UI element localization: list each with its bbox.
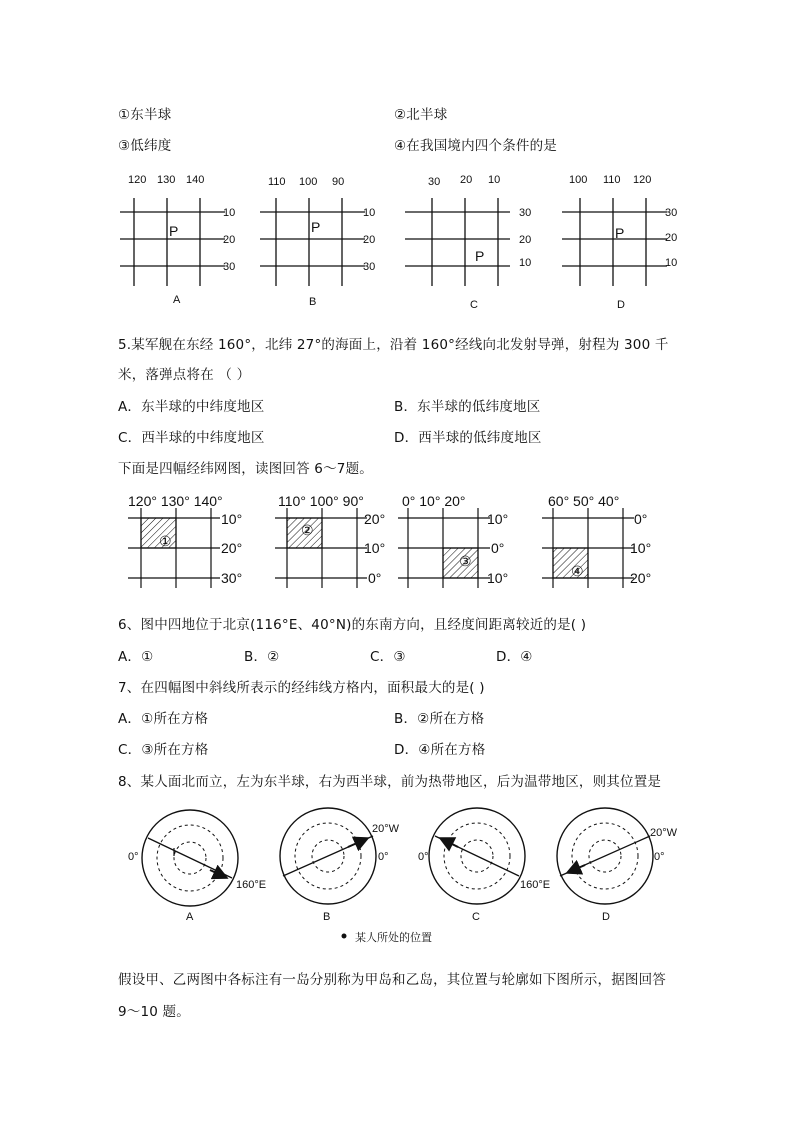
q7-option-a: A．①所在方格 bbox=[118, 711, 209, 727]
grid-a-lon-1: 120 bbox=[128, 174, 147, 186]
polar-c-caption: C bbox=[472, 911, 480, 923]
q5-option-c: C．西半球的中纬度地区 bbox=[118, 430, 265, 446]
grid2-3-mark: ③ bbox=[459, 553, 472, 569]
grid-b-lat-1: 10 bbox=[363, 207, 376, 219]
polar-d-caption: D bbox=[602, 911, 610, 923]
grid-d-lon-2: 110 bbox=[603, 174, 621, 186]
polar-d-right: 0° bbox=[654, 851, 665, 863]
polar-a-left: 0° bbox=[128, 851, 139, 863]
q6-option-c: C．③ bbox=[370, 649, 406, 665]
grid2-2-lat-3: 0° bbox=[368, 570, 382, 586]
grid2-4-lat-1: 0° bbox=[634, 511, 648, 527]
option-4: ④在我国境内四个条件的是 bbox=[394, 138, 558, 154]
grid-a-lat-2: 20 bbox=[223, 234, 236, 246]
grid-d-lat-2: 20 bbox=[665, 232, 678, 244]
grid2-2-lat-1: 20° bbox=[364, 511, 386, 527]
grid-a-lat-3: 30 bbox=[223, 261, 236, 273]
grid2-3-lat-1: 10° bbox=[487, 511, 509, 527]
grid-figures-set1 bbox=[110, 168, 710, 313]
grid-a-lat-1: 10 bbox=[223, 207, 236, 219]
polar-a-caption: A bbox=[186, 911, 194, 923]
grid-b-lon-2: 100 bbox=[299, 176, 318, 188]
grid-b-lat-3: 30 bbox=[363, 261, 376, 273]
q6-option-a: A．① bbox=[118, 649, 154, 665]
q5-stem-line1: 5.某军舰在东经 160°，北纬 27°的海面上，沿着 160°经线向北发射导弹，射程为 300 千 bbox=[118, 337, 669, 353]
grid-c-lon-3: 10 bbox=[488, 174, 501, 186]
grid-d-lat-3: 10 bbox=[665, 257, 678, 269]
q6-option-d: D．④ bbox=[496, 649, 533, 665]
polar-b-top-right: 20°W bbox=[372, 823, 400, 835]
grid2-2-lon-labels: 110° 100° 90° bbox=[278, 493, 364, 509]
grid2-4-lat-3: 20° bbox=[630, 570, 652, 586]
q6-stem: 6、图中四地位于北京(116°E、40°N)的东南方向，且经度间距离较近的是( ) bbox=[118, 617, 587, 633]
option-3: ③低纬度 bbox=[118, 138, 172, 154]
grid-a-caption: A bbox=[173, 294, 181, 306]
grid2-3-lon-labels: 0° 10° 20° bbox=[402, 493, 466, 509]
grid2-4-lat-2: 10° bbox=[630, 540, 652, 556]
grid-b-lon-1: 110 bbox=[268, 176, 286, 188]
polar-b-right: 0° bbox=[378, 851, 389, 863]
q5-option-b: B．东半球的低纬度地区 bbox=[394, 399, 541, 415]
q7-option-d: D．④所在方格 bbox=[394, 742, 486, 758]
q6-option-b: B．② bbox=[244, 649, 280, 665]
grid2-1-lat-1: 10° bbox=[221, 511, 243, 527]
q5-option-d: D．西半球的低纬度地区 bbox=[394, 430, 542, 446]
q7-stem: 7、在四幅图中斜线所表示的经纬线方格内，面积最大的是( ) bbox=[118, 680, 485, 696]
q7-option-b: B．②所在方格 bbox=[394, 711, 485, 727]
grid2-2-lat-2: 10° bbox=[364, 540, 386, 556]
grid-b-lat-2: 20 bbox=[363, 234, 376, 246]
grid-c-point: P bbox=[475, 248, 485, 264]
polar-a-right: 160°E bbox=[236, 879, 267, 891]
grid2-4-lon-labels: 60° 50° 40° bbox=[548, 493, 620, 509]
grid2-1-mark: ① bbox=[159, 533, 172, 549]
grid-d-lat-1: 30 bbox=[665, 207, 678, 219]
grid2-1-lat-2: 20° bbox=[221, 540, 243, 556]
grid-c-lat-3: 10 bbox=[519, 257, 532, 269]
grid-d-lon-3: 120 bbox=[633, 174, 652, 186]
polar-figures bbox=[120, 798, 710, 953]
grid-c-lat-2: 20 bbox=[519, 234, 532, 246]
grid-b-caption: B bbox=[309, 296, 317, 308]
grid2-2-mark: ② bbox=[301, 522, 314, 538]
grid2-4-mark: ④ bbox=[571, 563, 584, 579]
option-1: ①东半球 bbox=[118, 107, 172, 123]
grid-d-caption: D bbox=[617, 299, 625, 311]
grid-a-point: P bbox=[169, 223, 179, 239]
grid-b-lon-3: 90 bbox=[332, 176, 345, 188]
polar-d-top-right: 20°W bbox=[650, 827, 678, 839]
grid-a-lon-3: 140 bbox=[186, 174, 205, 186]
grid-c-lat-1: 30 bbox=[519, 207, 532, 219]
grid-a-lon-2: 130 bbox=[157, 174, 176, 186]
grid-c-lon-2: 20 bbox=[460, 174, 473, 186]
intro-q9-10-line2: 9～10 题。 bbox=[118, 1004, 190, 1020]
intro-q9-10-line1: 假设甲、乙两图中各标注有一岛分别称为甲岛和乙岛，其位置与轮廓如下图所示，据图回答 bbox=[118, 972, 666, 988]
grid-c-caption: C bbox=[470, 299, 478, 311]
grid-b-point: P bbox=[311, 219, 321, 235]
grid2-3-lat-2: 0° bbox=[491, 540, 505, 556]
intro-q6-7: 下面是四幅经纬网图，读图回答 6～7题。 bbox=[118, 461, 373, 477]
grid-d-lon-1: 100 bbox=[569, 174, 588, 186]
polar-legend: 某人所处的位置 bbox=[355, 932, 432, 944]
grid2-1-lat-3: 30° bbox=[221, 570, 243, 586]
legend-dot-icon bbox=[342, 934, 347, 939]
grid2-1-lon-labels: 120° 130° 140° bbox=[128, 493, 223, 509]
q5-option-a: A．东半球的中纬度地区 bbox=[118, 399, 265, 415]
q7-option-c: C．③所在方格 bbox=[118, 742, 209, 758]
q8-stem: 8、某人面北而立，左为东半球，右为西半球，前为热带地区，后为温带地区，则其位置是 bbox=[118, 774, 662, 790]
grid2-3-lat-3: 10° bbox=[487, 570, 509, 586]
polar-b-caption: B bbox=[323, 911, 331, 923]
grid-figures-set2 bbox=[120, 490, 680, 590]
polar-c-left: 0° bbox=[418, 851, 429, 863]
q5-stem-line2: 米，落弹点将在 （ ） bbox=[118, 367, 251, 383]
grid-d-point: P bbox=[615, 225, 625, 241]
polar-c-right: 160°E bbox=[520, 879, 551, 891]
option-2: ②北半球 bbox=[394, 107, 448, 123]
grid-c-lon-1: 30 bbox=[428, 176, 441, 188]
